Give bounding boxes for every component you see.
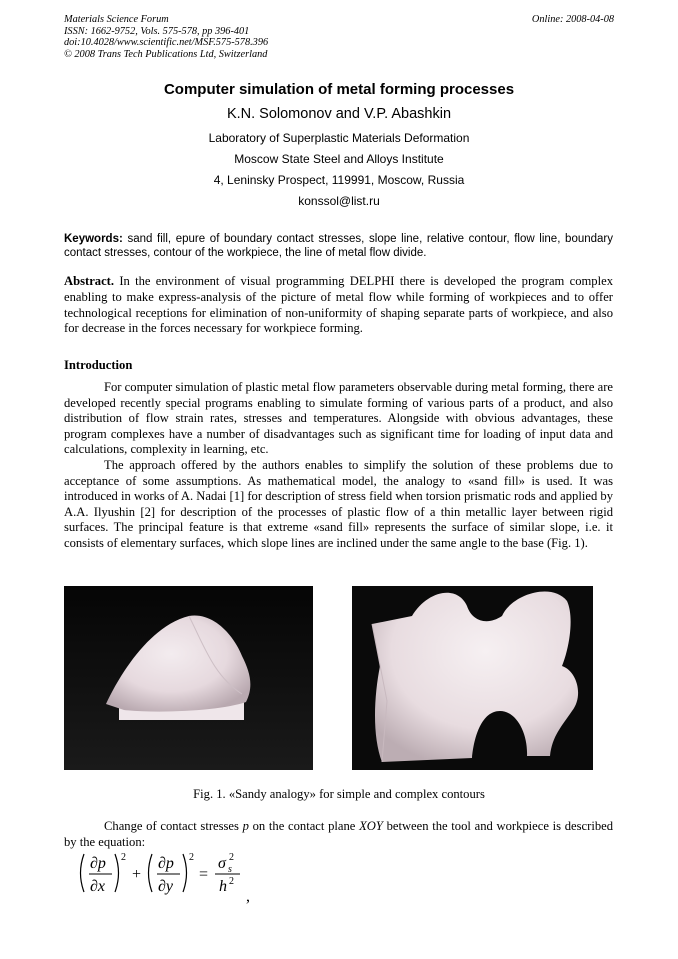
symbol-xoy: XOY xyxy=(359,819,383,833)
eq-square-1: 2 xyxy=(121,852,126,863)
keywords-section xyxy=(64,232,613,260)
doi-line: doi:10.4028/www.scientific.net/MSF.575-578.396 xyxy=(64,37,269,48)
intro-paragraph-1: For computer simulation of plastic metal flow parameters observable during metal forming, there are developed recently special programs enabling to simulate forming of various parts of a product, and also distribution of flow strain rates, stresses and temperatures. Alongside with obvious advantages, these program complexes have a number of disadvantages such as significant time for loading of input data and calculations, complexity in learning, etc. xyxy=(64,380,613,457)
journal-header xyxy=(64,14,614,60)
eq-plus: + xyxy=(132,866,142,883)
sand-fill-photo-complex xyxy=(352,586,593,770)
eq-text-part-3: between the tool and workpiece is described by the equation: xyxy=(64,819,613,849)
copyright-line: © 2008 Trans Tech Publications Ltd, Switzerland xyxy=(64,48,268,60)
intro-paragraph-2: The approach offered by the authors enables to simplify the solution of these problems due to acceptance of some assumptions. As mathematical model, the analogy to «sand fill» is used. It was introduced in works of A. Nadai [1] for description of stress field when torsion prismatic rods and applied by A.A. Ilyushin [2] for description of the processes of plastic flow of a thin metallic layer between rigid surfaces. The principal feature is that extreme «sand fill» represents the surface of similar slope, i.e. it consists of elementary surfaces, which slope lines are inclined under the same angle to the base (Fig. 1). xyxy=(64,457,613,550)
eq-dp-numerator-1: ∂p xyxy=(90,855,106,872)
paper-authors: K.N. Solomonov and V.P. Abashkin xyxy=(226,106,452,122)
affiliation-address: 4, Leninsky Prospect, 119991, Moscow, Russia xyxy=(213,173,465,187)
eq-h: h xyxy=(219,878,227,895)
eq-equals: = xyxy=(199,866,209,883)
affiliation-institute: Moscow State Steel and Alloys Institute xyxy=(234,152,444,166)
sand-fill-photo-simple xyxy=(64,586,313,770)
abstract-label: Abstract. xyxy=(64,274,115,288)
eq-square-3: 2 xyxy=(229,852,234,863)
eq-text-part-2: on the contact plane xyxy=(248,819,360,833)
eq-dp-numerator-2: ∂p xyxy=(158,855,174,872)
keywords-text: sand fill, epure of boundary contact stresses, slope line, relative contour, flow line, boundary contact stresses, contour of the workpiece, the line of metal flow divide. xyxy=(64,233,613,259)
author-email: konssol@list.ru xyxy=(298,194,380,208)
introduction-body xyxy=(64,380,613,552)
abstract-text: In the environment of visual programming DELPHI there is developed the program complex enabling to make express-analysis of the picture of metal flow while forming of workpieces and to offer technological receptions for elimination of non-uniformity of shaping separate parts of workpiece, and also for decrease in the forces necessary for workpiece forming. xyxy=(64,274,613,336)
eq-dy-denominator: ∂y xyxy=(158,878,174,895)
issn-line: ISSN: 1662-9752, Vols. 575-578, pp 396-401 xyxy=(64,25,250,37)
introduction-heading: Introduction xyxy=(64,358,133,372)
eq-comma: , xyxy=(246,888,250,904)
affiliation-lab: Laboratory of Superplastic Materials Deformation xyxy=(208,131,470,145)
paper-title: Computer simulation of metal forming processes xyxy=(163,81,515,98)
journal-name: Materials Science Forum xyxy=(64,14,169,25)
equation-intro-text xyxy=(64,819,613,850)
eq-text-part-1: Change of contact stresses xyxy=(104,819,243,833)
online-date: Online: 2008-04-08 xyxy=(531,14,614,25)
figure-caption: Fig. 1. «Sandy analogy» for simple and complex contours xyxy=(193,787,485,801)
eq-dx-denominator: ∂x xyxy=(90,878,106,895)
eq-square-4: 2 xyxy=(229,876,234,887)
keywords-label: Keywords: xyxy=(64,233,123,245)
eq-sub-s: s xyxy=(228,864,232,875)
eq-sigma: σ xyxy=(218,855,226,872)
abstract-section xyxy=(64,274,613,337)
eq-square-2: 2 xyxy=(189,852,194,863)
symbol-p: p xyxy=(242,819,249,833)
governing-equation xyxy=(78,848,278,904)
